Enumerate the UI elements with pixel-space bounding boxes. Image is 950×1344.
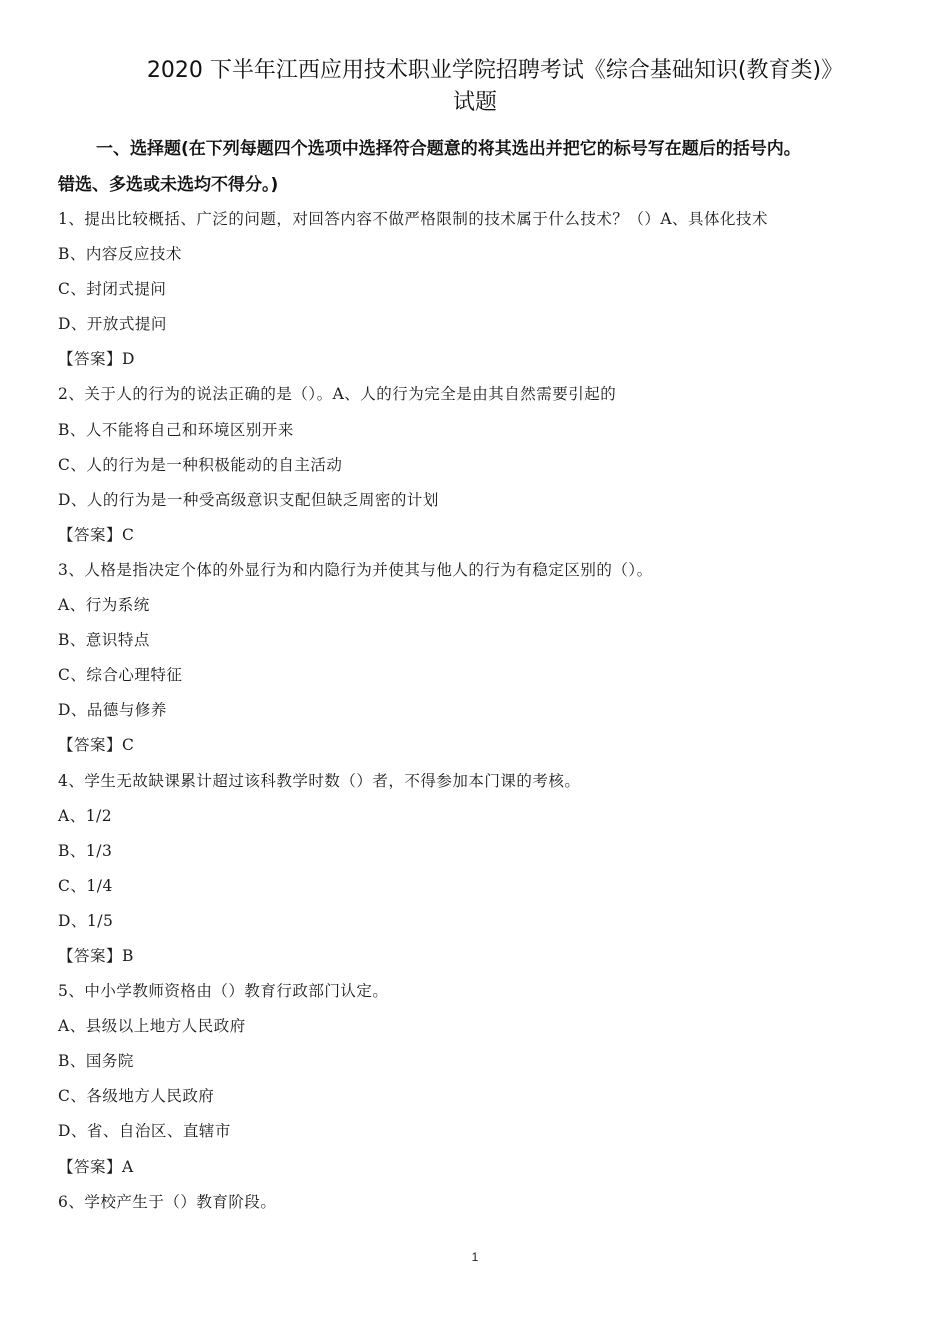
option-line: C、封闭式提问 xyxy=(58,280,167,299)
page-number: 1 xyxy=(471,1250,479,1264)
option-line: C、人的行为是一种积极能动的自主活动 xyxy=(58,455,343,474)
option-line: C、各级地方人民政府 xyxy=(58,1087,215,1106)
option-line: D、品德与修养 xyxy=(58,701,167,720)
option-line: D、人的行为是一种受高级意识支配但缺乏周密的计划 xyxy=(58,490,439,509)
answer-line: 【答案】B xyxy=(58,946,134,965)
option-line: B、1/3 xyxy=(58,841,113,860)
option-line: D、1/5 xyxy=(58,911,114,930)
option-line: C、综合心理特征 xyxy=(58,666,183,685)
question-list xyxy=(58,202,918,1220)
option-line: A、县级以上地方人民政府 xyxy=(58,1017,246,1036)
option-line: D、开放式提问 xyxy=(58,315,167,334)
option-line: B、人不能将自己和环境区别开来 xyxy=(58,420,294,439)
answer-line: 【答案】C xyxy=(58,525,135,544)
answer-line: 【答案】C xyxy=(58,736,135,755)
question-line: 5、中小学教师资格由（）教育行政部门认定。 xyxy=(58,982,389,1001)
question-line: 3、人格是指决定个体的外显行为和内隐行为并使其与他人的行为有稳定区别的（）。 xyxy=(58,560,653,579)
document-title-line-2: 试题 xyxy=(452,90,497,115)
answer-line: 【答案】A xyxy=(58,1157,134,1176)
question-line: 2、关于人的行为的说法正确的是（）。A、人的行为完全是由其自然需要引起的 xyxy=(58,385,617,404)
answer-line: 【答案】D xyxy=(58,350,135,369)
option-line: B、意识特点 xyxy=(58,631,150,650)
question-line: 4、学生无故缺课累计超过该科教学时数（）者，不得参加本门课的考核。 xyxy=(58,771,581,790)
question-line: 1、提出比较概括、广泛的问题，对回答内容不做严格限制的技术属于什么技术？（）A、具体化技术 xyxy=(58,210,769,228)
section-heading-line-1: 一、选择题(在下列每题四个选项中选择符合题意的将其选出并把它的标号写在题后的括号内。 xyxy=(96,139,801,159)
option-line: B、国务院 xyxy=(58,1052,134,1071)
option-line: D、省、自治区、直辖市 xyxy=(58,1122,231,1141)
option-line: A、1/2 xyxy=(58,806,113,825)
option-line: A、行为系统 xyxy=(58,596,150,615)
section-heading-line-2: 错选、多选或未选均不得分。) xyxy=(58,175,279,195)
question-line: 6、学校产生于（）教育阶段。 xyxy=(58,1192,277,1211)
document-title-line-1: 2020 下半年江西应用技术职业学院招聘考试《综合基础知识(教育类)》 xyxy=(146,58,844,83)
option-line: B、内容反应技术 xyxy=(58,245,182,264)
option-line: C、1/4 xyxy=(58,876,113,895)
